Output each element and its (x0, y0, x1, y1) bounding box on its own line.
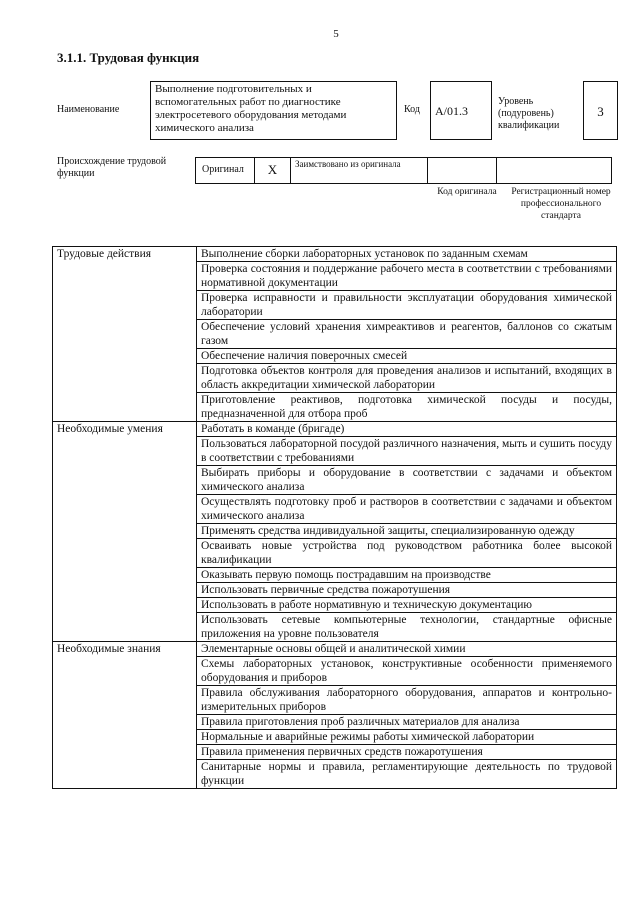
table-row (53, 422, 617, 437)
item-cell: Приготовление реактивов, подготовка химической посуды и посуды, предназначенной для отбора проб (197, 393, 617, 422)
original-mark: X (254, 157, 291, 184)
item-cell: Проверка исправности и правильности эксплуатации оборудования химической лаборатории (197, 291, 617, 320)
code-label: Код (404, 104, 420, 115)
reg-number-cell (496, 157, 612, 184)
item-cell: Использовать в работе нормативную и техническую документацию (197, 598, 617, 613)
category-cell: Необходимые умения (53, 422, 197, 642)
original-label: Оригинал (195, 157, 255, 184)
item-cell: Выбирать приборы и оборудование в соответствии с задачами и объектом химического анализа (197, 466, 617, 495)
item-cell: Правила приготовления проб различных материалов для анализа (197, 715, 617, 730)
name-value: Выполнение подготовительных и вспомогательных работ по диагностике электросетевого оборудования методами химического анализа (150, 81, 397, 140)
reg-number-caption: Регистрационный номер профессионального стандарта (511, 187, 611, 221)
item-cell: Схемы лабораторных установок, конструктивные особенности применяемого оборудования и приборов (197, 657, 617, 686)
level-label: Уровень (подуровень) квалификации (498, 96, 560, 131)
category-cell: Трудовые действия (53, 247, 197, 422)
code-original-caption: Код оригинала (437, 187, 497, 197)
code-original-cell (427, 157, 497, 184)
section-title: 3.1.1. Трудовая функция (57, 50, 200, 65)
item-cell: Осуществлять подготовку проб и растворов в соответствии с задачами и объектом химического анализа (197, 495, 617, 524)
item-cell: Элементарные основы общей и аналитической химии (197, 642, 617, 657)
item-cell: Санитарные нормы и правила, регламентирующие деятельность по трудовой функции (197, 760, 617, 789)
category-cell: Необходимые знания (53, 642, 197, 789)
item-cell: Правила обслуживания лабораторного оборудования, аппаратов и контрольно-измерительных приборов (197, 686, 617, 715)
origin-label: Происхождение трудовой функции (57, 156, 167, 179)
name-label: Наименование (57, 104, 120, 115)
item-cell: Выполнение сборки лабораторных установок по заданным схемам (197, 247, 617, 262)
item-cell: Оказывать первую помощь пострадавшим на производстве (197, 568, 617, 583)
item-cell: Пользоваться лабораторной посудой различного назначения, мыть и сушить посуду в соответствии с требованиями (197, 437, 617, 466)
item-cell: Осваивать новые устройства под руководством работника более высокой квалификации (197, 539, 617, 568)
item-cell: Использовать сетевые компьютерные технологии, стандартные офисные приложения на уровне пользователя (197, 613, 617, 642)
item-cell: Обеспечение наличия поверочных смесей (197, 349, 617, 364)
code-value: A/01.3 (430, 81, 492, 140)
table-row (53, 247, 617, 262)
item-cell: Использовать первичные средства пожаротушения (197, 583, 617, 598)
item-cell: Обеспечение условий хранения химреактивов и реагентов, баллонов со сжатым газом (197, 320, 617, 349)
table-row (53, 642, 617, 657)
origin-row (196, 157, 616, 184)
item-cell: Проверка состояния и поддержание рабочего места в соответствии с требованиями нормативной документации (197, 262, 617, 291)
item-cell: Нормальные и аварийные режимы работы химической лаборатории (197, 730, 617, 745)
item-cell: Подготовка объектов контроля для проведения анализов и испытаний, входящих в область аккредитации химической лаборатории (197, 364, 617, 393)
function-table (52, 246, 617, 789)
page-number: 5 (333, 28, 339, 40)
item-cell: Работать в команде (бригаде) (197, 422, 617, 437)
item-cell: Применять средства индивидуальной защиты, специализированную одежду (197, 524, 617, 539)
level-value: 3 (583, 81, 618, 140)
item-cell: Правила применения первичных средств пожаротушения (197, 745, 617, 760)
borrowed-label: Заимствовано из оригинала (290, 157, 428, 184)
